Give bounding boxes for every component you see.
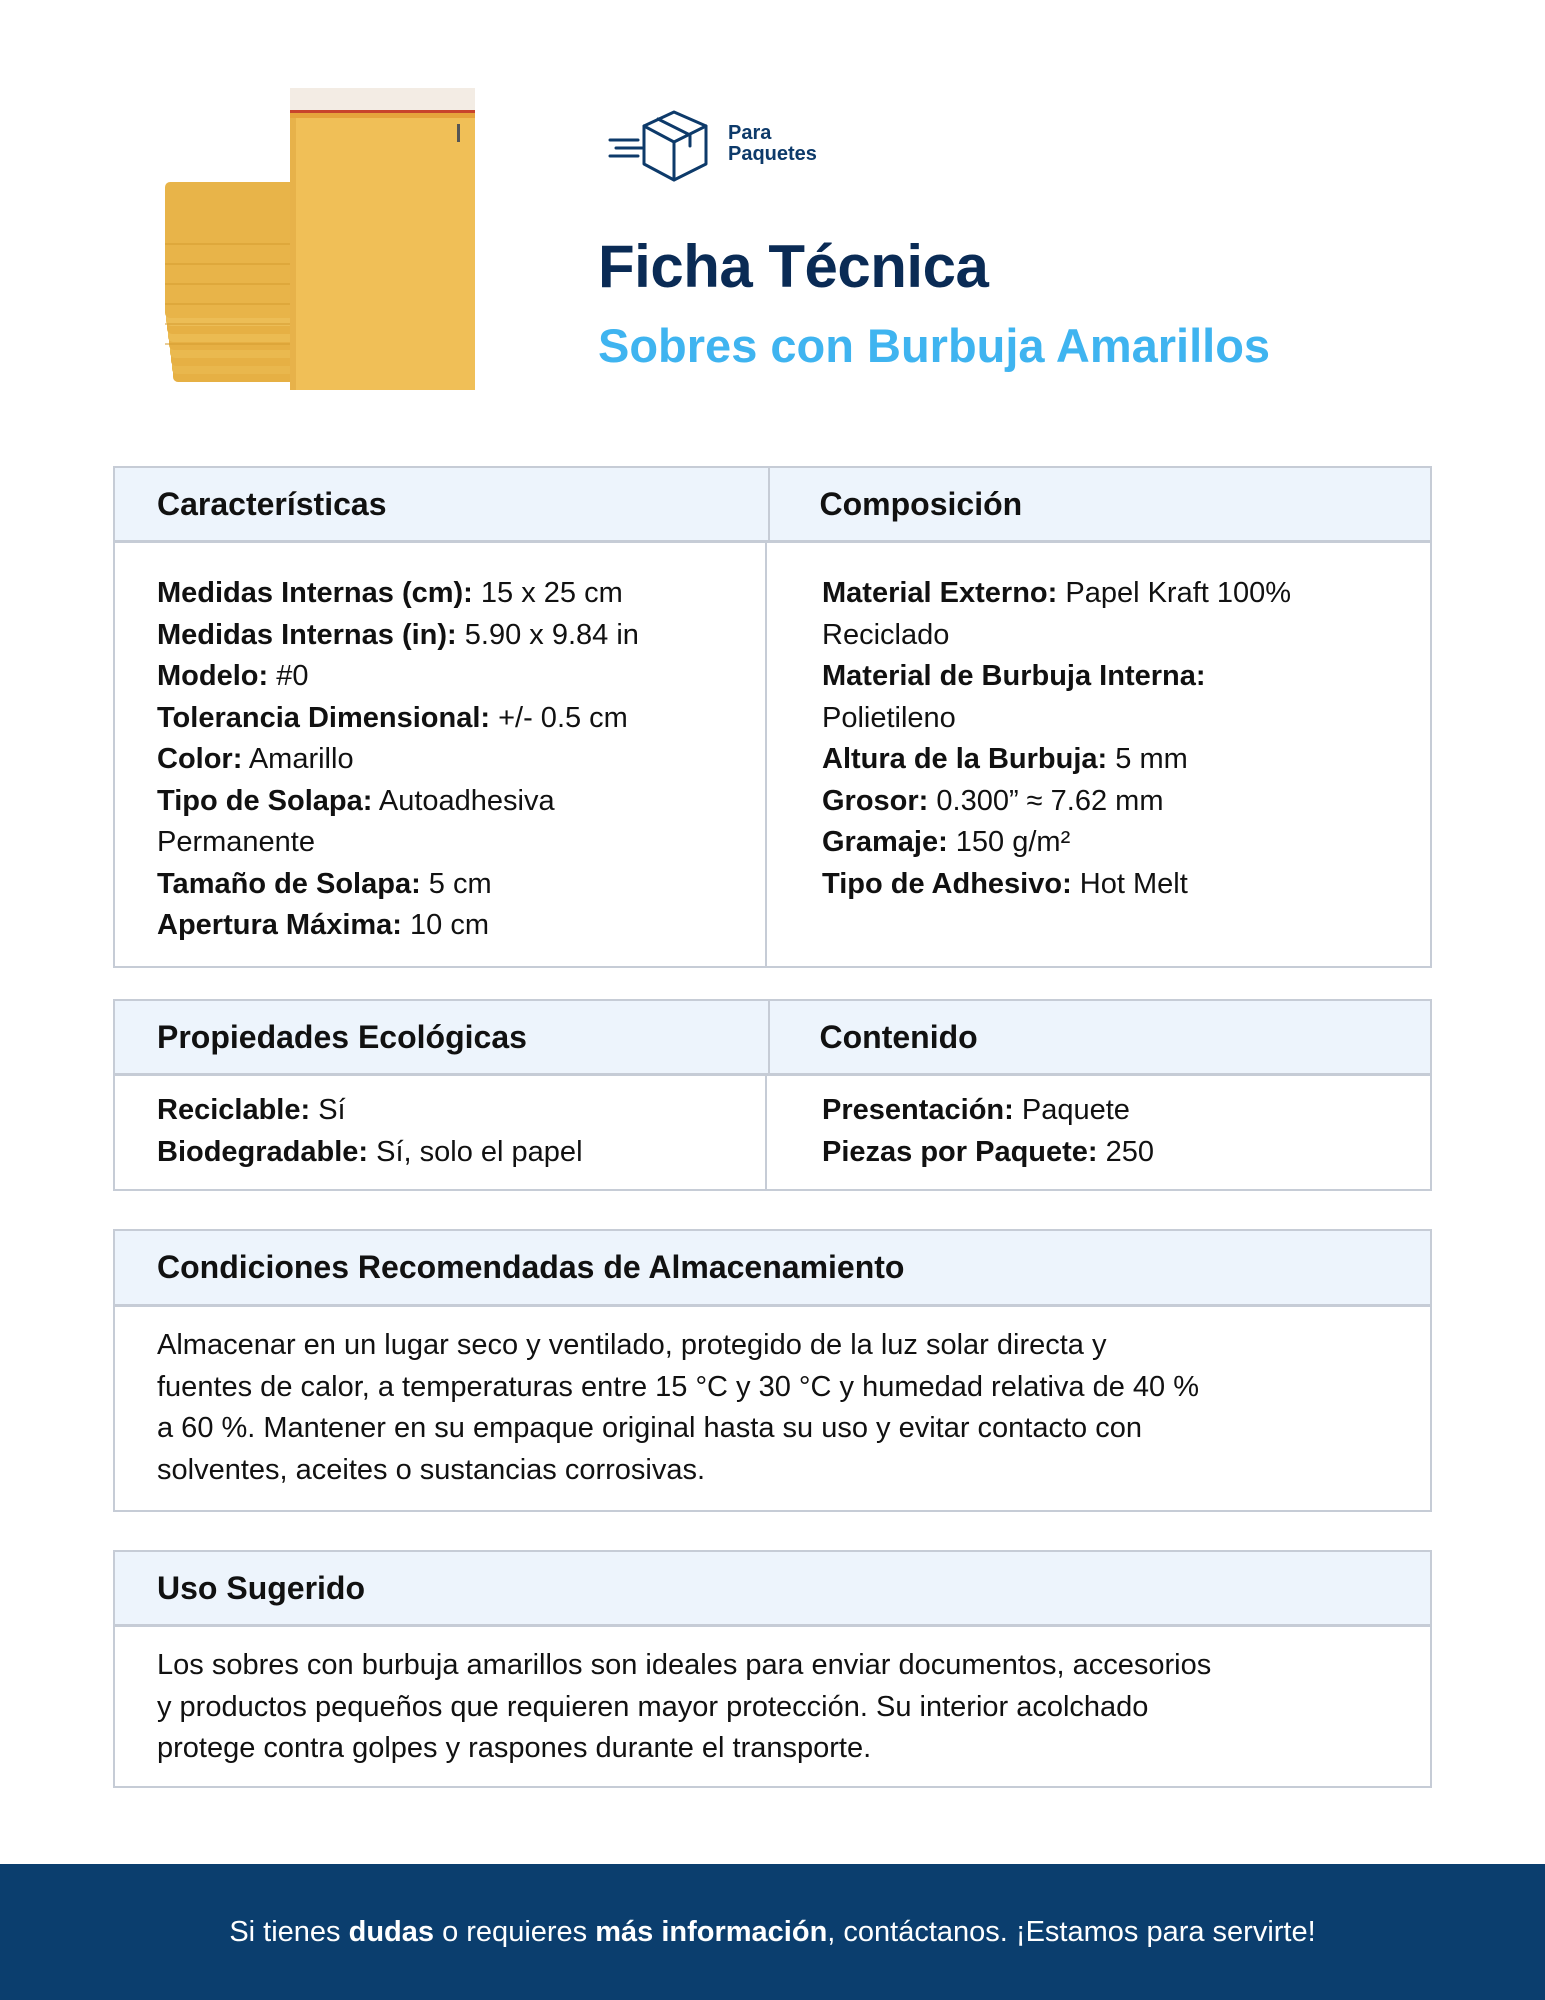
list-item: Presentación: Paquete bbox=[822, 1094, 1130, 1126]
characteristics-list bbox=[115, 543, 765, 966]
list-item: Altura de la Burbuja: 5 mm bbox=[822, 743, 1188, 775]
list-item: Gramaje: 150 g/m² bbox=[822, 826, 1071, 858]
specs-table bbox=[113, 466, 1432, 968]
list-item: Grosor: 0.300” ≈ 7.62 mm bbox=[822, 784, 1164, 817]
storage-section bbox=[113, 1229, 1432, 1512]
list-item: Biodegradable: Sí, solo el papel bbox=[157, 1135, 583, 1168]
list-item: Tamaño de Solapa: 5 cm bbox=[157, 867, 492, 900]
usage-header bbox=[115, 1552, 1430, 1627]
usage-text bbox=[115, 1627, 1430, 1770]
usage-heading: Uso Sugerido bbox=[157, 1569, 366, 1606]
composition-list bbox=[765, 543, 1430, 966]
list-item: Material Externo: Papel Kraft 100% Reciclado bbox=[822, 577, 1292, 651]
list-item: Tipo de Solapa: Autoadhesiva Permanente bbox=[157, 784, 555, 858]
list-item: Medidas Internas (in): 5.90 x 9.84 in bbox=[157, 618, 639, 651]
storage-heading: Condiciones Recomendadas de Almacenamiento bbox=[157, 1249, 905, 1285]
paragraph-line: fuentes de calor, a temperaturas entre 15 °C y 30 °C y humedad relativa de 40 % bbox=[157, 1370, 1200, 1403]
content-list bbox=[765, 1076, 1430, 1189]
storage-text bbox=[115, 1307, 1430, 1491]
specs-table-header bbox=[115, 468, 1430, 543]
list-item: Apertura Máxima: 10 cm bbox=[157, 909, 489, 941]
usage-section bbox=[113, 1550, 1432, 1788]
paragraph-line: y productos pequeños que requieren mayor protección. Su interior acolchado bbox=[157, 1690, 1149, 1723]
eco-content-table bbox=[113, 999, 1432, 1191]
footer-banner bbox=[0, 1864, 1545, 2000]
list-item: Tolerancia Dimensional: +/- 0.5 cm bbox=[157, 701, 628, 734]
list-item: Medidas Internas (cm): 15 x 25 cm bbox=[157, 577, 623, 609]
content-heading: Contenido bbox=[768, 1001, 1431, 1073]
specs-table-body bbox=[115, 543, 1430, 966]
product-image bbox=[165, 88, 485, 390]
composition-heading: Composición bbox=[768, 468, 1431, 540]
list-item: Color: Amarillo bbox=[157, 743, 354, 775]
list-item: Material de Burbuja Interna: Polietileno bbox=[822, 660, 1206, 734]
footer-message: Si tienes dudas o requieres más información, contáctanos. ¡Estamos para servirte! bbox=[229, 1915, 1316, 1948]
paragraph-line: solventes, aceites o sustancias corrosivas. bbox=[157, 1453, 706, 1486]
list-item: Reciclable: Sí bbox=[157, 1094, 346, 1126]
box-delivery-icon bbox=[608, 104, 718, 184]
brand-logo bbox=[608, 104, 817, 184]
list-item: Tipo de Adhesivo: Hot Melt bbox=[822, 867, 1188, 900]
brand-line-1: Para bbox=[728, 122, 772, 144]
list-item: Modelo: #0 bbox=[157, 660, 309, 692]
brand-line-2: Paquetes bbox=[728, 143, 817, 165]
front-envelope bbox=[290, 88, 475, 390]
eco-content-body bbox=[115, 1076, 1430, 1189]
storage-header bbox=[115, 1231, 1430, 1307]
paragraph-line: Almacenar en un lugar seco y ventilado, protegido de la luz solar directa y bbox=[157, 1329, 1107, 1361]
list-item: Piezas por Paquete: 250 bbox=[822, 1135, 1155, 1168]
paragraph-line: Los sobres con burbuja amarillos son ideales para enviar documentos, accesorios bbox=[157, 1649, 1212, 1681]
paragraph-line: protege contra golpes y raspones durante el transporte. bbox=[157, 1732, 872, 1764]
paragraph-line: a 60 %. Mantener en su empaque original hasta su uso y evitar contacto con bbox=[157, 1412, 1142, 1444]
eco-properties-list bbox=[115, 1076, 765, 1189]
eco-content-header bbox=[115, 1001, 1430, 1076]
page-title: Ficha Técnica bbox=[598, 233, 989, 300]
page-subtitle: Sobres con Burbuja Amarillos bbox=[598, 319, 1271, 372]
characteristics-heading: Características bbox=[157, 485, 387, 522]
eco-properties-heading: Propiedades Ecológicas bbox=[157, 1018, 527, 1055]
